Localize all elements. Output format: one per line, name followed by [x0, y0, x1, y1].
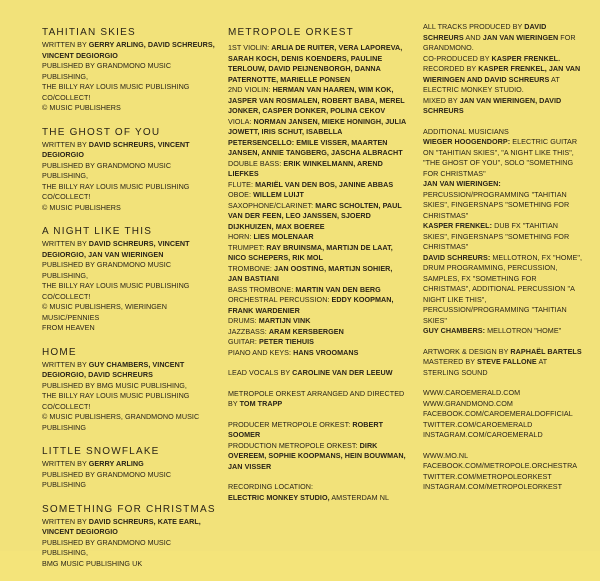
- song-block: [42, 26, 217, 114]
- recorders: KASPER FRENKEL, JAN VAN WIERINGEN AND DAVID SCHREURS: [423, 64, 581, 84]
- artwork-label: ARTWORK & DESIGN BY: [423, 346, 509, 356]
- web-link[interactable]: FACEBOOK.COM/METROPOLE.ORCHESTRA: [423, 461, 578, 470]
- writer-label: WRITTEN BY: [42, 516, 87, 526]
- orchestra-section: [228, 232, 406, 243]
- orchestra-section: [228, 180, 406, 191]
- writer-label: WRITTEN BY: [42, 239, 87, 248]
- section-label: PIANO AND KEYS:: [228, 347, 292, 357]
- song-block: [42, 445, 217, 491]
- lead-vocals-name: CAROLINE VAN DER LEEUW: [292, 368, 393, 377]
- writer-label: WRITTEN BY: [42, 359, 87, 369]
- section-names: HERMAN VAN HAAREN, WIM KOK, JASPER VAN ROSMALEN, ROBERT BABA, MEREL JONKER, CASPER DONKER, POLINA CEKOV: [228, 85, 405, 115]
- musician-role: ELECTRIC GUITAR ON "TAHITIAN SKIES", "A NIGHT LIKE THIS", "THE GHOST OF YOU", SOLO "SOMETHING FOR CHRISTMAS": [423, 137, 578, 178]
- musician-credit: [423, 253, 583, 327]
- section-names: ARAM KERSBERGEN: [268, 326, 344, 336]
- musician-role: MELLOTRON, FX "HOME", DRUM PROGRAMMING, PERCUSSION, SAMPLES, FX "SOMETHING FOR CHRISTMAS", ADDITIONAL PERCUSSION "A NIGHT LIKE THIS", PERCUSSION/PROGRAMMING "TAHITIAN SKIES": [423, 252, 582, 325]
- orchestra-section: [228, 159, 406, 180]
- orchestra-section: [228, 348, 406, 359]
- section-label: ORCHESTRAL PERCUSSION:: [228, 295, 330, 304]
- mastered-credit: [423, 357, 583, 378]
- song-writers: GERRY ARLING: [88, 459, 144, 468]
- produced-label: ALL TRACKS PRODUCED BY: [423, 22, 523, 31]
- song-block: [42, 503, 217, 570]
- link-list: [423, 388, 583, 441]
- orchestra-section: [228, 190, 406, 201]
- publisher-line: PUBLISHED BY GRANDMONO MUSIC PUBLISHING,: [42, 260, 172, 280]
- section-label: DOUBLE BASS:: [228, 158, 282, 168]
- orchestra-section: [228, 337, 406, 348]
- section-label: GUITAR:: [228, 337, 257, 346]
- song-title: TAHITIAN SKIES: [42, 27, 136, 38]
- section-names: ERIK WINKELMANN, AREND LIEFKES: [228, 158, 383, 178]
- section-label: DRUMS:: [228, 316, 257, 325]
- producer-a: DAVID SCHREURS: [423, 22, 547, 42]
- section-names: MARTIN VAN DEN BERG: [295, 284, 381, 294]
- orchestra-section: [228, 117, 406, 159]
- recorded-credit: [423, 64, 583, 96]
- musician-credit: [423, 326, 583, 337]
- publisher-line: © MUSIC PUBLISHERS: [42, 103, 121, 112]
- mixed-label: MIXED BY: [423, 95, 458, 105]
- producer-label: PRODUCER METROPOLE ORKEST:: [228, 419, 351, 429]
- arranged-label: METROPOLE ORKEST ARRANGED AND DIRECTED BY: [228, 388, 405, 408]
- recorded-tail: AT ELECTRIC MONKEY STUDIO.: [423, 74, 560, 94]
- web-link[interactable]: INSTAGRAM.COM/CAROEMERALD: [423, 430, 543, 439]
- musician-role: MELLOTRON "HOME": [487, 326, 562, 335]
- song-title: SOMETHING FOR CHRISTMAS: [42, 503, 216, 515]
- section-names: NORMAN JANSEN, MIEKE HONINGH, JULIA JOWETT, IRIS SCHUT, ISABELLA PETERSENCELLO: EMILE VISSER, MAARTEN JANSEN, ANNIE TANGBERG, JASCHA ALBRACHT: [228, 116, 406, 157]
- section-names: ARLIA DE RUITER, VERA LAPOREVA, SARAH KOCH, DENIS KOENDERS, PAULINE TERLOUW, DAVID PEIJNENBORGH, DANNA PATERNOTTE, MARIELLE PONSEN: [228, 43, 403, 84]
- song-title: HOME: [42, 346, 77, 358]
- section-label: SAXOPHONE/CLARINET:: [228, 200, 314, 210]
- publisher-line: © MUSIC PUBLISHERS: [42, 202, 121, 212]
- recording-location: [228, 493, 406, 504]
- web-link[interactable]: TWITTER.COM/METROPOLEORKEST: [423, 471, 552, 481]
- section-label: JAZZBASS:: [228, 326, 267, 336]
- musician-name: JAN VAN WIERINGEN:: [423, 179, 501, 188]
- web-link[interactable]: INSTAGRAM.COM/METROPOLEORKEST: [423, 482, 563, 491]
- orchestra-section: [228, 201, 406, 233]
- musician-name: WIEGER HOOGENDORP:: [423, 137, 511, 146]
- musician-role: PERCUSSION/PROGRAMMING "TAHITIAN SKIES", FINGERSNAPS "SOMETHING FOR CHRISTMAS": [423, 189, 570, 220]
- web-link[interactable]: TWITTER.COM/CAROEMERALD: [423, 419, 533, 429]
- orchestra-section: [228, 285, 406, 296]
- produced-credit: [423, 22, 583, 54]
- publisher-line: © MUSIC PUBLISHERS, WIERINGEN MUSIC/PENNIES: [42, 302, 167, 322]
- song-block: [42, 346, 217, 434]
- publisher-line: PUBLISHED BY GRANDMONO MUSIC PUBLISHING: [42, 469, 172, 489]
- publisher-line: FROM HEAVEN: [42, 323, 95, 332]
- orchestra-section: [228, 327, 406, 338]
- web-link[interactable]: WWW.MO.NL: [423, 450, 469, 460]
- artwork-name: RAPHAËL BARTELS: [510, 346, 582, 356]
- produced-tail: FOR GRANDMONO.: [423, 32, 576, 52]
- song-title: THE GHOST OF YOU: [42, 126, 161, 138]
- songs-column: [42, 22, 217, 581]
- orchestra-section: [228, 85, 406, 117]
- publisher-line: THE BILLY RAY LOUIS MUSIC PUBLISHING CO/COLLECT!: [42, 181, 190, 201]
- section-label: HORN:: [228, 232, 252, 241]
- web-link[interactable]: WWW.GRANDMONO.COM: [423, 398, 513, 408]
- song-writers: GUY CHAMBERS, VINCENT DEGIORGIO, DAVID SCHREURS: [42, 359, 185, 379]
- section-label: 2ND VIOLIN:: [228, 85, 271, 94]
- song-writers: DAVID SCHREURS, VINCENT DEGIORGIO: [42, 139, 190, 159]
- mastered-tail: AT STERLING SOUND: [423, 357, 548, 377]
- recording-studio: ELECTRIC MONKEY STUDIO,: [228, 492, 330, 502]
- section-names: MARC SCHOLTEN, PAUL VAN DER FEEN, LEO JANSSEN, SJOERD DIJKHUIZEN, MAX BOEREE: [228, 200, 402, 231]
- lead-vocals-label: LEAD VOCALS BY: [228, 368, 291, 377]
- mastered-name: STEVE FALLONE: [477, 357, 537, 366]
- orchestra-section: [228, 264, 406, 285]
- section-label: 1ST VIOLIN:: [228, 43, 270, 52]
- writer-label: WRITTEN BY: [42, 459, 87, 468]
- section-names: MARTIJN VINK: [258, 316, 311, 325]
- section-names: WILLEM LUIJT: [253, 190, 304, 199]
- recorded-label: RECORDED BY: [423, 64, 477, 73]
- web-link[interactable]: FACEBOOK.COM/CAROEMERALDOFFICIAL: [423, 409, 573, 418]
- musician-name: GUY CHAMBERS:: [423, 326, 486, 335]
- orchestra-section: [228, 243, 406, 264]
- section-names: JAN OOSTING, MARTIJN SOHIER, JAN BASTIANI: [228, 263, 393, 283]
- publisher-line: THE BILLY RAY LOUIS MUSIC PUBLISHING CO/COLLECT!: [42, 281, 190, 301]
- orchestra-column: [228, 22, 406, 503]
- production-names: DIRK OVEREEM, SOPHIE KOOPMANS, HEIN BOUWMAN, JAN VISSER: [228, 440, 406, 471]
- publisher-line: PUBLISHED BY GRANDMONO MUSIC PUBLISHING,: [42, 537, 172, 557]
- publisher-line: PUBLISHED BY BMG MUSIC PUBLISHING,: [42, 380, 187, 390]
- production-label: PRODUCTION METROPOLE ORKEST:: [228, 440, 358, 450]
- section-names: RAY BRUINSMA, MARTIJN DE LAAT, NICO SCHEPERS, RIK MOL: [228, 242, 393, 262]
- section-label: OBOE:: [228, 190, 252, 199]
- publisher-line: © MUSIC PUBLISHERS, GRANDMONO MUSIC PUBLISHING: [42, 412, 200, 432]
- section-names: EDDY KOOPMAN, FRANK WARDENIER: [228, 295, 394, 315]
- orchestra-section: [228, 43, 406, 85]
- arranged-by: [228, 389, 406, 410]
- section-label: TRUMPET:: [228, 242, 265, 252]
- section-label: FLUTE:: [228, 179, 254, 189]
- coproduced-credit: [423, 54, 583, 65]
- publisher-line: PUBLISHED BY GRANDMONO MUSIC PUBLISHING,: [42, 160, 172, 180]
- mixed-credit: [423, 96, 583, 117]
- musician-credit: [423, 221, 583, 253]
- mixers: JAN VAN WIERINGEN, DAVID SCHREURS: [423, 95, 562, 115]
- musician-credit: [423, 179, 583, 221]
- publisher-line: PUBLISHED BY GRANDMONO MUSIC PUBLISHING,: [42, 61, 172, 81]
- song-title: LITTLE SNOWFLAKE: [42, 446, 160, 457]
- recording-city: AMSTERDAM NL: [331, 492, 390, 502]
- writer-label: WRITTEN BY: [42, 40, 87, 49]
- musician-name: DAVID SCHREURS:: [423, 252, 491, 262]
- section-label: BASS TROMBONE:: [228, 284, 294, 294]
- coproduced-label: CO-PRODUCED BY: [423, 53, 490, 63]
- production-credit: [228, 441, 406, 473]
- credits-column: [423, 22, 583, 493]
- arranged-name: TOM TRAPP: [239, 399, 283, 408]
- section-names: MARIËL VAN DEN BOS, JANINE ABBAS: [255, 179, 394, 189]
- section-label: VIOLA:: [228, 116, 252, 126]
- song-writers: DAVID SCHREURS, KATE EARL, VINCENT DEGIORGIO: [42, 516, 201, 536]
- recording-label: RECORDING LOCATION:: [228, 482, 314, 491]
- section-names: PETER TIEHUIS: [259, 337, 314, 346]
- musician-name: KASPER FRENKEL:: [423, 221, 493, 230]
- and-word: AND: [465, 32, 481, 42]
- publisher-line: THE BILLY RAY LOUIS MUSIC PUBLISHING CO/COLLECT!: [42, 82, 190, 102]
- orchestra-section: [228, 295, 406, 316]
- section-names: HANS VROOMANS: [293, 347, 359, 357]
- orchestra-heading: METROPOLE ORKEST: [228, 27, 354, 38]
- song-title: A NIGHT LIKE THIS: [42, 226, 153, 237]
- song-block: [42, 225, 217, 334]
- link-list: [423, 451, 583, 493]
- artwork-credit: [423, 347, 583, 358]
- song-block: [42, 126, 217, 214]
- coproducer: KASPER FRENKEL.: [491, 53, 561, 63]
- publisher-line: THE BILLY RAY LOUIS MUSIC PUBLISHING CO/COLLECT!: [42, 391, 190, 411]
- orchestra-section: [228, 316, 406, 327]
- producer-credit: [228, 420, 406, 441]
- writer-label: WRITTEN BY: [42, 139, 87, 149]
- web-link[interactable]: WWW.CAROEMERALD.COM: [423, 388, 521, 397]
- publisher-line: BMG MUSIC PUBLISHING UK: [42, 558, 143, 568]
- musician-role: DUB FX "TAHITIAN SKIES", FINGERSNAPS "SOMETHING FOR CHRISTMAS": [423, 221, 570, 251]
- song-writers: GERRY ARLING, DAVID SCHREURS, VINCENT DEGIORGIO: [42, 40, 215, 60]
- producer-name: ROBERT SOOMER: [228, 419, 384, 439]
- producer-b: JAN VAN WIERINGEN: [482, 32, 559, 42]
- section-names: LIES MOLENAAR: [253, 232, 314, 241]
- additional-heading: ADDITIONAL MUSICIANS: [423, 126, 509, 136]
- lead-vocals: [228, 368, 406, 379]
- musician-credit: [423, 137, 583, 179]
- section-label: TROMBONE:: [228, 263, 272, 273]
- mastered-label: MASTERED BY: [423, 357, 475, 366]
- song-writers: DAVID SCHREURS, VINCENT DEGIORGIO, JAN VAN WIERINGEN: [42, 239, 190, 259]
